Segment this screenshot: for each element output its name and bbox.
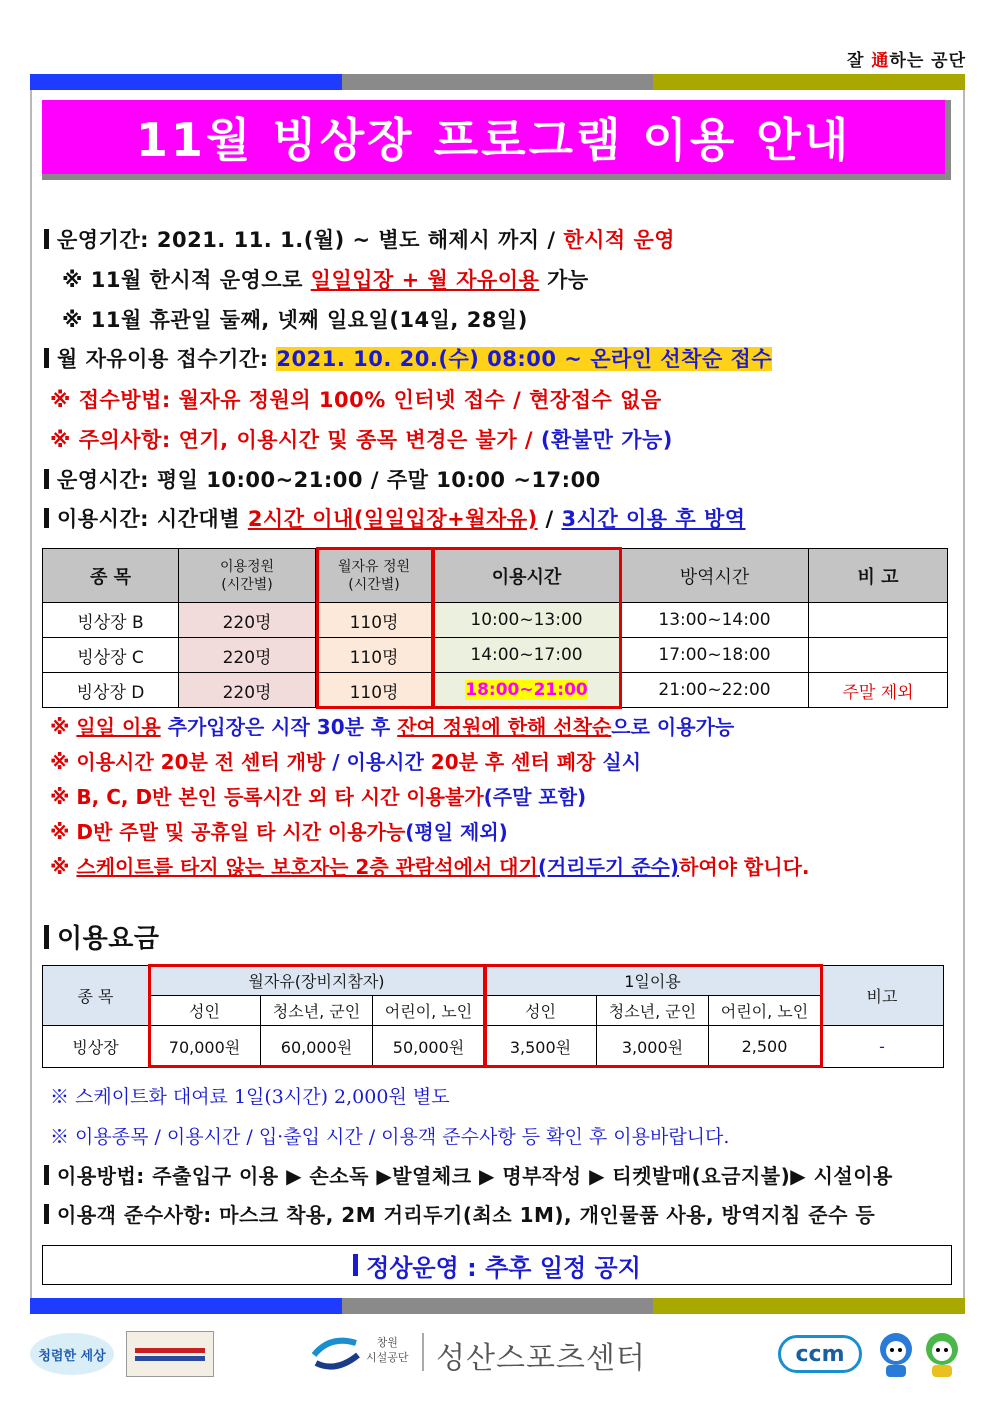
fee-header-monthly: 월자유(장비지참자) <box>149 966 485 996</box>
org-small-name: 창원 시설공단 <box>366 1336 409 1364</box>
fee-header-note: 비고 <box>821 966 944 1026</box>
title-banner <box>42 100 951 180</box>
integrity-logo: 청렴한 세상 <box>30 1333 114 1375</box>
usage-time-highlight <box>432 547 622 709</box>
mascot-green-icon <box>920 1331 964 1379</box>
table-row: 빙상장 D 220명 110명 18:00~21:00 21:00~22:00 주말 제외 <box>43 673 948 708</box>
fee-header-item: 종 목 <box>43 966 149 1026</box>
period-line: 운영기간: 2021. 11. 1.(월) ~ 별도 해제시 까지 / 한시적 운영 <box>44 224 675 254</box>
mascot-blue-icon <box>874 1331 918 1379</box>
page-title: 11월 빙상장 프로그램 이용 안내 <box>135 113 852 167</box>
table-row: 빙상장 B 220명 110명 10:00~13:00 13:00~14:00 <box>43 603 948 638</box>
footer-logos <box>0 1325 992 1385</box>
note-daily: ※ 일일 이용 추가입장은 시작 30분 후 잔여 정원에 한해 선착순으로 이용가능 <box>50 715 735 739</box>
header-usage-time: 이용시간 <box>433 549 621 603</box>
note-d-weekend: ※ D반 주말 및 공휴일 타 시간 이용가능(평일 제외) <box>50 820 508 844</box>
usage-method-line: 이용방법: 주출입구 이용 ▶ 손소독 ▶발열체크 ▶ 명부작성 ▶ 티켓발매(요금지불)▶ 시설이용 <box>44 1160 893 1189</box>
caution-line: ※ 주의사항: 연기, 이용시간 및 종목 변경은 불가 / (환불만 가능) <box>50 428 673 452</box>
check-note: ※ 이용종목 / 이용시간 / 입·출입 시간 / 이용객 준수사항 등 확인 후 이용바랍니다. <box>50 1126 730 1148</box>
notice-box: 정상운영 : 추후 일정 공지 <box>42 1245 952 1285</box>
org-name: 성산스포츠센터 <box>436 1341 646 1376</box>
header-note: 비 고 <box>809 549 948 603</box>
registration-line: 월 자유이용 접수기간: 2021. 10. 20.(수) 08:00 ~ 온라인 선착순 접수 <box>44 343 772 373</box>
header-item: 종 목 <box>43 549 179 603</box>
ccm-logo: ccm <box>778 1335 862 1373</box>
usage-time-line: 이용시간: 시간대별 2시간 이내(일일입장+월자유) / 3시간 이용 후 방역 <box>44 503 746 533</box>
method-line: ※ 접수방법: 월자유 정원의 100% 인터넷 접수 / 현장접수 없음 <box>50 388 662 412</box>
top-stripe <box>30 74 965 90</box>
note-bcd: ※ B, C, D반 본인 등록시간 외 타 시간 이용불가(주말 포함) <box>50 785 587 809</box>
note-open-close: ※ 이용시간 20분 전 센터 개방 / 이용시간 20분 후 센터 폐장 실시 <box>50 750 642 774</box>
rules-line: 이용객 준수사항: 마스크 착용, 2M 거리두기(최소 1M), 개인물품 사용, 방역지침 준수 등 <box>44 1199 875 1228</box>
fee-table: 종 목 월자유(장비지참자) 1일이용 비고 성인 청소년, 군인 어린이, 노인 성인 청소년, 군인 어린이, 노인 빙상장 70,000원 60,000원 50,000원 3,500원 3,000원 2,500 - <box>42 965 944 1068</box>
header-monthly-capacity: 월자유 정원 (시간별) <box>316 549 433 603</box>
fee-header-daily: 1일이용 <box>485 966 821 996</box>
temp-op-line: ※ 11월 한시적 운영으로 일일입장 + 월 자유이용 가능 <box>62 268 589 292</box>
header-disinfection-time: 방역시간 <box>621 549 809 603</box>
holiday-line: ※ 11월 휴관일 둘째, 넷째 일요일(14일, 28일) <box>62 308 528 332</box>
slogan: 잘 通하는 공단 <box>847 51 966 71</box>
bottom-stripe <box>30 1298 965 1314</box>
header-capacity: 이용정원 (시간별) <box>179 549 316 603</box>
note-guardian: ※ 스케이트를 타지 않는 보호자는 2층 관람석에서 대기(거리두기 준수)하여야 합니다. <box>50 855 810 879</box>
award-badge-icon <box>126 1331 214 1377</box>
monthly-capacity-highlight <box>316 547 434 709</box>
hours-line: 운영시간: 평일 10:00~21:00 / 주말 10:00 ~17:00 <box>44 464 601 494</box>
skate-rental-note: ※ 스케이트화 대여료 1일(3시간) 2,000원 별도 <box>50 1086 450 1108</box>
daily-fee-highlight <box>484 964 823 1068</box>
fee-heading: 이용요금 <box>44 918 159 955</box>
org-logo-icon <box>310 1333 362 1373</box>
table-row: 빙상장 70,000원 60,000원 50,000원 3,500원 3,000원 2,500 - <box>43 1026 944 1068</box>
table-row: 빙상장 C 220명 110명 14:00~17:00 17:00~18:00 <box>43 638 948 673</box>
monthly-fee-highlight <box>148 964 486 1068</box>
